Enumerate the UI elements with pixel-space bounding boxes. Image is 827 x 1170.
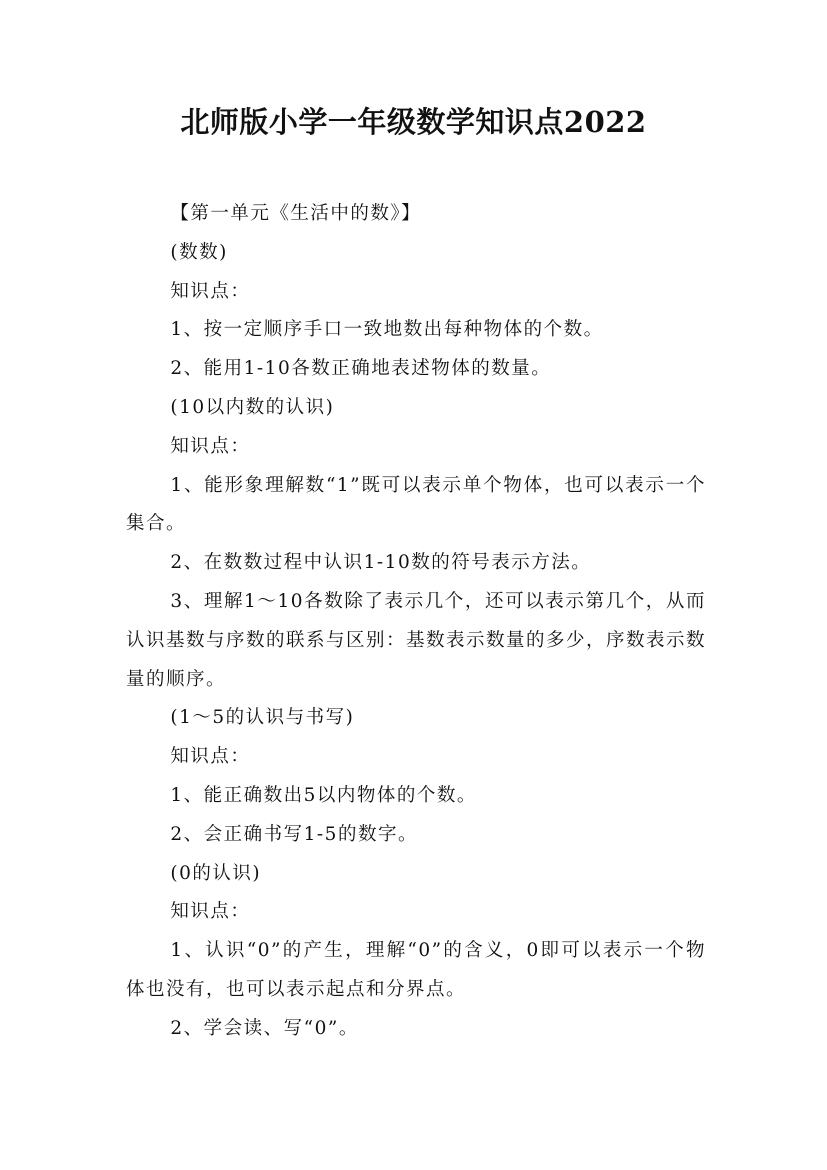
knowledge-point: 1、按一定顺序手口一致地数出每种物体的个数。 [170,319,604,341]
section-heading-numbers-within-10: (10以内数的认识) [170,396,335,418]
knowledge-label: 知识点： [170,435,251,457]
knowledge-point: 1、认识“0”的产生，理解“0”的含义，0即可以表示一个物体也没有，也可以表示起点和分界点。 [126,940,706,1000]
knowledge-point: 2、学会读、写“0”。 [170,1017,359,1039]
section-heading-zero: (0的认识) [170,862,262,884]
knowledge-point: 2、能用1-10各数正确地表述物体的数量。 [170,358,552,380]
knowledge-label: 知识点： [170,280,251,302]
unit-heading: 【第一单元《生活中的数》】 [170,203,422,224]
knowledge-label: 知识点： [170,746,251,768]
knowledge-label: 知识点： [170,901,251,923]
knowledge-point: 1、能正确数出5以内物体的个数。 [170,784,477,806]
knowledge-point: 3、理解1～10各数除了表示几个，还可以表示第几个，从而认识基数与序数的联系与区别：基数表示数量的多少，序数表示数量的顺序。 [126,590,707,690]
document-title: 北师版小学一年级数学知识点2022 [180,105,647,139]
document-body [126,195,706,1049]
knowledge-point: 2、会正确书写1-5的数字。 [170,823,418,845]
section-heading-counting: (数数) [170,241,228,263]
knowledge-point: 1、能形象理解数“1”既可以表示单个物体，也可以表示一个集合。 [126,474,706,535]
knowledge-point: 2、在数数过程中认识1-10数的符号表示方法。 [170,552,592,574]
section-heading-1-to-5: (1～5的认识与书写) [170,707,355,729]
